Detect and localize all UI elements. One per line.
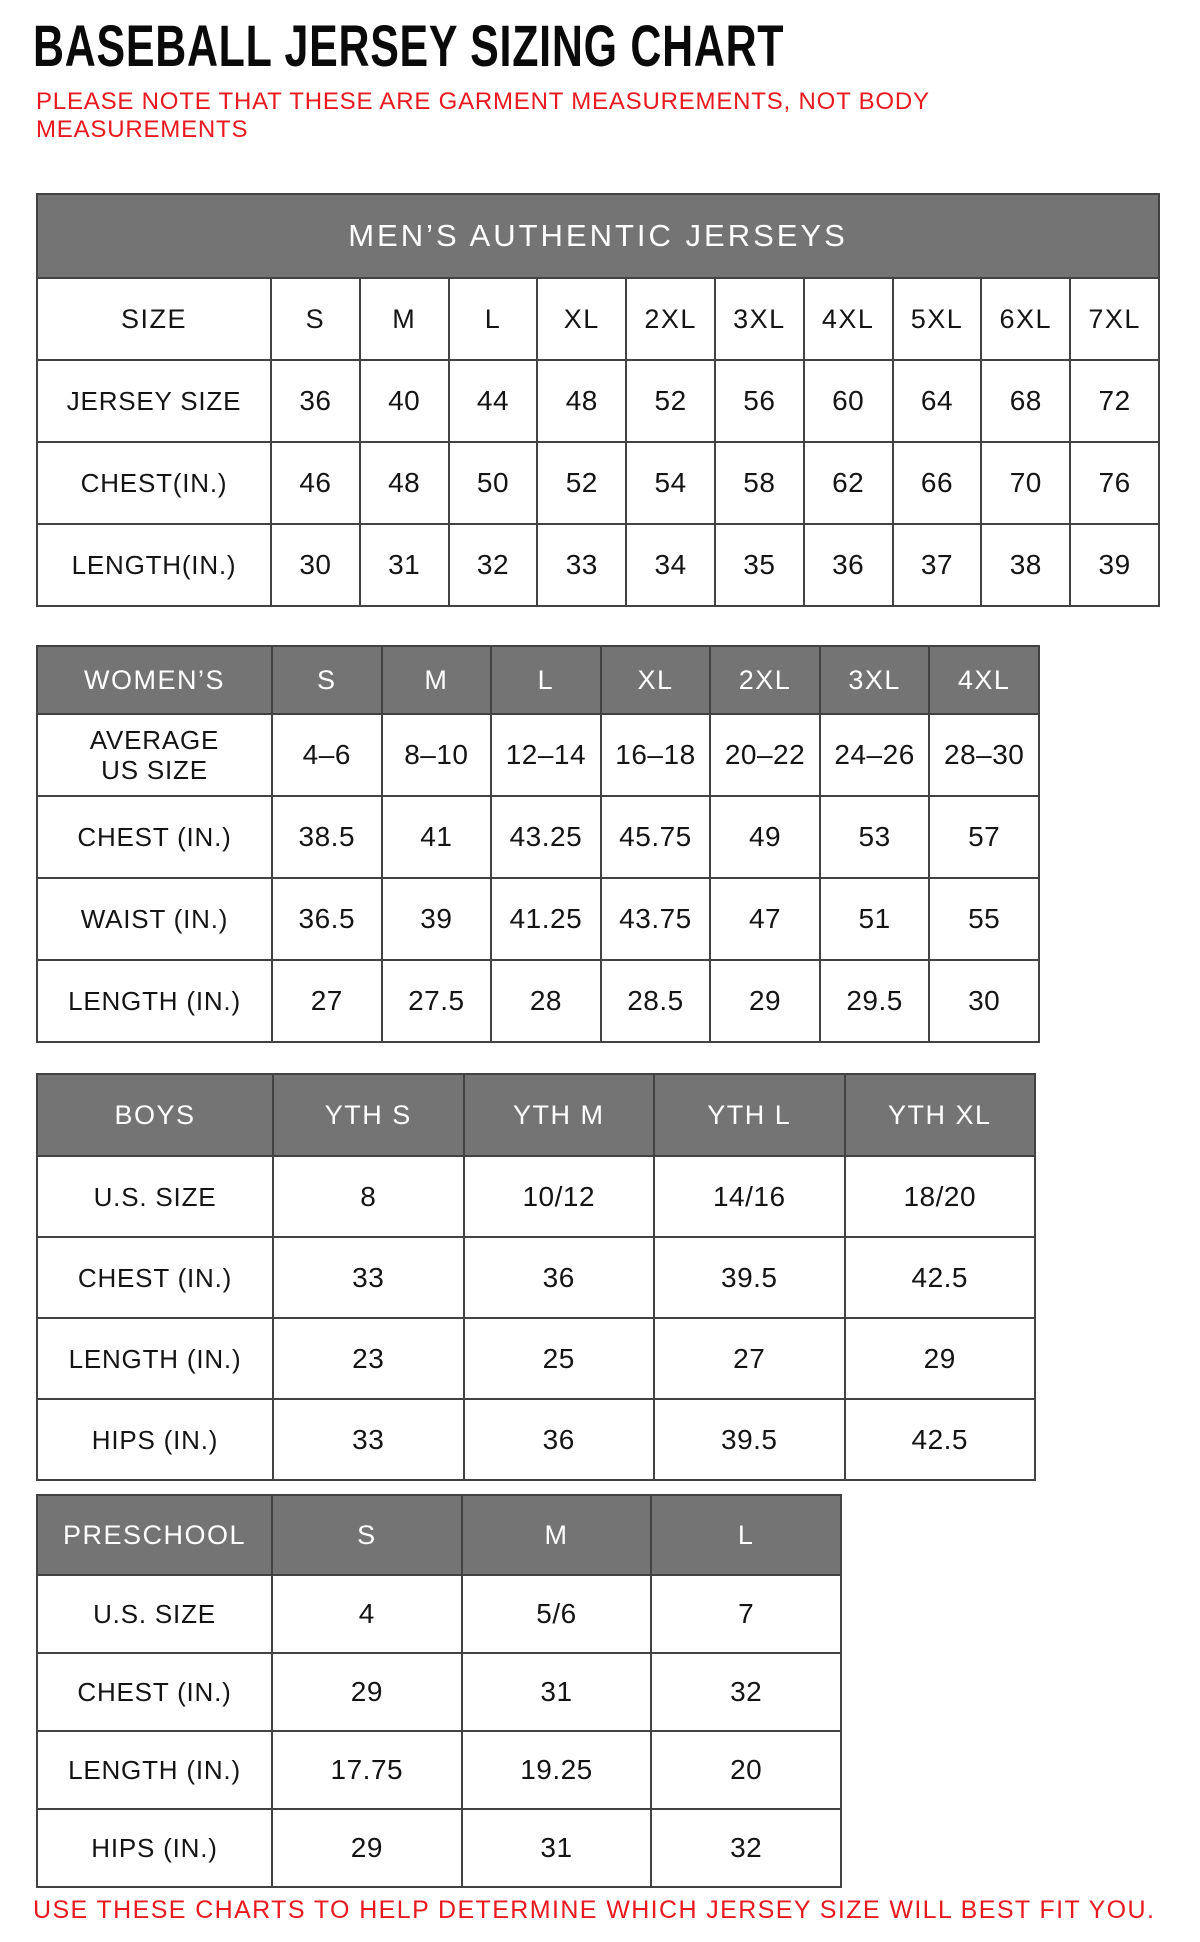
boys-row-label-0: U.S. SIZE xyxy=(37,1156,273,1237)
womens-value-cell-3-4: 29 xyxy=(710,960,820,1042)
mens-header-cell-9: 6XL xyxy=(981,278,1070,360)
mens-header-cell-5: 2XL xyxy=(626,278,715,360)
womens-row-label-0: AVERAGE US SIZE xyxy=(37,714,272,796)
boys-value-cell-3-0: 33 xyxy=(273,1399,464,1480)
womens-value-cell-0-6: 28–30 xyxy=(929,714,1039,796)
boys-row-1 xyxy=(37,1237,1035,1318)
boys-table-container xyxy=(36,1073,1036,1481)
boys-header-cell-1: YTH S xyxy=(273,1074,464,1156)
mens-table-container xyxy=(36,193,1160,607)
preschool-value-cell-1-2: 32 xyxy=(651,1653,841,1731)
preschool-row-label-1: CHEST (IN.) xyxy=(37,1653,272,1731)
womens-value-cell-0-0: 4–6 xyxy=(272,714,382,796)
womens-value-cell-3-2: 28 xyxy=(491,960,601,1042)
womens-row-2 xyxy=(37,878,1039,960)
mens-value-cell-0-4: 52 xyxy=(626,360,715,442)
mens-header-cell-7: 4XL xyxy=(804,278,893,360)
womens-value-cell-2-6: 55 xyxy=(929,878,1039,960)
mens-row-1 xyxy=(37,442,1159,524)
boys-row-2 xyxy=(37,1318,1035,1399)
womens-value-cell-3-3: 28.5 xyxy=(601,960,711,1042)
mens-value-cell-0-3: 48 xyxy=(537,360,626,442)
boys-value-cell-2-3: 29 xyxy=(845,1318,1036,1399)
boys-value-cell-3-3: 42.5 xyxy=(845,1399,1036,1480)
mens-value-cell-1-9: 76 xyxy=(1070,442,1159,524)
womens-row-label-2: WAIST (IN.) xyxy=(37,878,272,960)
mens-header-cell-4: XL xyxy=(537,278,626,360)
mens-value-cell-0-2: 44 xyxy=(449,360,538,442)
preschool-value-cell-0-2: 7 xyxy=(651,1575,841,1653)
preschool-row-1 xyxy=(37,1653,841,1731)
mens-value-cell-0-6: 60 xyxy=(804,360,893,442)
preschool-value-cell-3-1: 31 xyxy=(462,1809,652,1887)
mens-value-cell-1-2: 50 xyxy=(449,442,538,524)
womens-header-cell-1: S xyxy=(272,646,382,714)
preschool-value-cell-2-0: 17.75 xyxy=(272,1731,462,1809)
womens-header-cell-2: M xyxy=(382,646,492,714)
mens-value-cell-2-5: 35 xyxy=(715,524,804,606)
mens-header-cell-1: S xyxy=(271,278,360,360)
womens-sizing-table xyxy=(36,645,1040,1043)
womens-row-0 xyxy=(37,714,1039,796)
mens-value-cell-2-1: 31 xyxy=(360,524,449,606)
womens-header-cell-0: WOMEN’S xyxy=(37,646,272,714)
boys-value-cell-2-2: 27 xyxy=(654,1318,845,1399)
mens-value-cell-1-3: 52 xyxy=(537,442,626,524)
boys-row-0 xyxy=(37,1156,1035,1237)
mens-value-cell-1-5: 58 xyxy=(715,442,804,524)
womens-value-cell-1-5: 53 xyxy=(820,796,930,878)
mens-header-cell-3: L xyxy=(449,278,538,360)
boys-row-label-3: HIPS (IN.) xyxy=(37,1399,273,1480)
mens-value-cell-2-7: 37 xyxy=(893,524,982,606)
preschool-header-cell-2: M xyxy=(462,1495,652,1575)
boys-header-cell-2: YTH M xyxy=(464,1074,655,1156)
preschool-row-2 xyxy=(37,1731,841,1809)
preschool-header-cell-3: L xyxy=(651,1495,841,1575)
mens-header-cell-0: SIZE xyxy=(37,278,271,360)
womens-row-label-1: CHEST (IN.) xyxy=(37,796,272,878)
womens-value-cell-0-3: 16–18 xyxy=(601,714,711,796)
preschool-row-0 xyxy=(37,1575,841,1653)
womens-header-cell-7: 4XL xyxy=(929,646,1039,714)
footer-note: USE THESE CHARTS TO HELP DETERMINE WHICH JERSEY SIZE WILL BEST FIT YOU. xyxy=(33,1896,1156,1924)
boys-value-cell-1-0: 33 xyxy=(273,1237,464,1318)
womens-value-cell-2-2: 41.25 xyxy=(491,878,601,960)
womens-value-cell-1-3: 45.75 xyxy=(601,796,711,878)
page-title: BASEBALL JERSEY SIZING CHART xyxy=(33,14,785,79)
mens-value-cell-2-8: 38 xyxy=(981,524,1070,606)
mens-value-cell-1-7: 66 xyxy=(893,442,982,524)
mens-value-cell-2-0: 30 xyxy=(271,524,360,606)
womens-header-cell-3: L xyxy=(491,646,601,714)
boys-value-cell-0-1: 10/12 xyxy=(464,1156,655,1237)
preschool-value-cell-2-2: 20 xyxy=(651,1731,841,1809)
womens-row-1 xyxy=(37,796,1039,878)
mens-value-cell-2-6: 36 xyxy=(804,524,893,606)
preschool-table-container xyxy=(36,1494,842,1888)
womens-value-cell-3-6: 30 xyxy=(929,960,1039,1042)
mens-value-cell-1-0: 46 xyxy=(271,442,360,524)
garment-measurement-note: PLEASE NOTE THAT THESE ARE GARMENT MEASUREMENTS, NOT BODY MEASUREMENTS xyxy=(36,88,930,143)
preschool-value-cell-3-2: 32 xyxy=(651,1809,841,1887)
boys-value-cell-3-2: 39.5 xyxy=(654,1399,845,1480)
preschool-value-cell-1-0: 29 xyxy=(272,1653,462,1731)
preschool-sizing-table xyxy=(36,1494,842,1888)
boys-value-cell-1-3: 42.5 xyxy=(845,1237,1036,1318)
preschool-header-cell-0: PRESCHOOL xyxy=(37,1495,272,1575)
mens-value-cell-1-1: 48 xyxy=(360,442,449,524)
boys-value-cell-2-1: 25 xyxy=(464,1318,655,1399)
mens-value-cell-0-8: 68 xyxy=(981,360,1070,442)
womens-value-cell-1-1: 41 xyxy=(382,796,492,878)
preschool-row-label-2: LENGTH (IN.) xyxy=(37,1731,272,1809)
mens-value-cell-0-0: 36 xyxy=(271,360,360,442)
boys-value-cell-1-1: 36 xyxy=(464,1237,655,1318)
womens-header-cell-4: XL xyxy=(601,646,711,714)
mens-row-0 xyxy=(37,360,1159,442)
womens-header-cell-5: 2XL xyxy=(710,646,820,714)
boys-value-cell-0-0: 8 xyxy=(273,1156,464,1237)
boys-header-cell-4: YTH XL xyxy=(845,1074,1036,1156)
mens-header-cell-6: 3XL xyxy=(715,278,804,360)
womens-value-cell-2-3: 43.75 xyxy=(601,878,711,960)
boys-header-cell-3: YTH L xyxy=(654,1074,845,1156)
womens-header-cell-6: 3XL xyxy=(820,646,930,714)
boys-header-cell-0: BOYS xyxy=(37,1074,273,1156)
womens-value-cell-1-0: 38.5 xyxy=(272,796,382,878)
mens-value-cell-2-9: 39 xyxy=(1070,524,1159,606)
womens-value-cell-1-6: 57 xyxy=(929,796,1039,878)
mens-value-cell-0-7: 64 xyxy=(893,360,982,442)
boys-value-cell-2-0: 23 xyxy=(273,1318,464,1399)
womens-value-cell-3-1: 27.5 xyxy=(382,960,492,1042)
mens-header-cell-2: M xyxy=(360,278,449,360)
mens-value-cell-2-2: 32 xyxy=(449,524,538,606)
boys-value-cell-1-2: 39.5 xyxy=(654,1237,845,1318)
preschool-header-cell-1: S xyxy=(272,1495,462,1575)
womens-table-container xyxy=(36,645,1040,1043)
boys-value-cell-3-1: 36 xyxy=(464,1399,655,1480)
womens-value-cell-1-4: 49 xyxy=(710,796,820,878)
preschool-value-cell-0-0: 4 xyxy=(272,1575,462,1653)
womens-value-cell-2-4: 47 xyxy=(710,878,820,960)
preschool-row-label-0: U.S. SIZE xyxy=(37,1575,272,1653)
mens-sizing-table xyxy=(36,193,1160,607)
mens-row-label-1: CHEST(IN.) xyxy=(37,442,271,524)
mens-row-2 xyxy=(37,524,1159,606)
womens-row-label-3: LENGTH (IN.) xyxy=(37,960,272,1042)
preschool-row-3 xyxy=(37,1809,841,1887)
mens-value-cell-0-9: 72 xyxy=(1070,360,1159,442)
preschool-value-cell-1-1: 31 xyxy=(462,1653,652,1731)
mens-row-label-0: JERSEY SIZE xyxy=(37,360,271,442)
mens-row-label-2: LENGTH(IN.) xyxy=(37,524,271,606)
preschool-value-cell-2-1: 19.25 xyxy=(462,1731,652,1809)
preschool-value-cell-0-1: 5/6 xyxy=(462,1575,652,1653)
mens-banner: MEN’S AUTHENTIC JERSEYS xyxy=(37,194,1159,278)
mens-value-cell-2-4: 34 xyxy=(626,524,715,606)
womens-row-3 xyxy=(37,960,1039,1042)
womens-value-cell-0-4: 20–22 xyxy=(710,714,820,796)
womens-value-cell-2-1: 39 xyxy=(382,878,492,960)
mens-value-cell-0-1: 40 xyxy=(360,360,449,442)
mens-value-cell-1-8: 70 xyxy=(981,442,1070,524)
mens-value-cell-1-4: 54 xyxy=(626,442,715,524)
boys-row-label-2: LENGTH (IN.) xyxy=(37,1318,273,1399)
boys-value-cell-0-2: 14/16 xyxy=(654,1156,845,1237)
boys-row-label-1: CHEST (IN.) xyxy=(37,1237,273,1318)
boys-value-cell-0-3: 18/20 xyxy=(845,1156,1036,1237)
womens-value-cell-3-5: 29.5 xyxy=(820,960,930,1042)
mens-value-cell-1-6: 62 xyxy=(804,442,893,524)
mens-value-cell-0-5: 56 xyxy=(715,360,804,442)
mens-header-cell-10: 7XL xyxy=(1070,278,1159,360)
womens-value-cell-0-2: 12–14 xyxy=(491,714,601,796)
womens-value-cell-3-0: 27 xyxy=(272,960,382,1042)
mens-header-cell-8: 5XL xyxy=(893,278,982,360)
preschool-row-label-3: HIPS (IN.) xyxy=(37,1809,272,1887)
womens-value-cell-0-1: 8–10 xyxy=(382,714,492,796)
mens-value-cell-2-3: 33 xyxy=(537,524,626,606)
womens-value-cell-2-5: 51 xyxy=(820,878,930,960)
womens-value-cell-2-0: 36.5 xyxy=(272,878,382,960)
preschool-value-cell-3-0: 29 xyxy=(272,1809,462,1887)
boys-row-3 xyxy=(37,1399,1035,1480)
womens-value-cell-0-5: 24–26 xyxy=(820,714,930,796)
womens-value-cell-1-2: 43.25 xyxy=(491,796,601,878)
boys-sizing-table xyxy=(36,1073,1036,1481)
